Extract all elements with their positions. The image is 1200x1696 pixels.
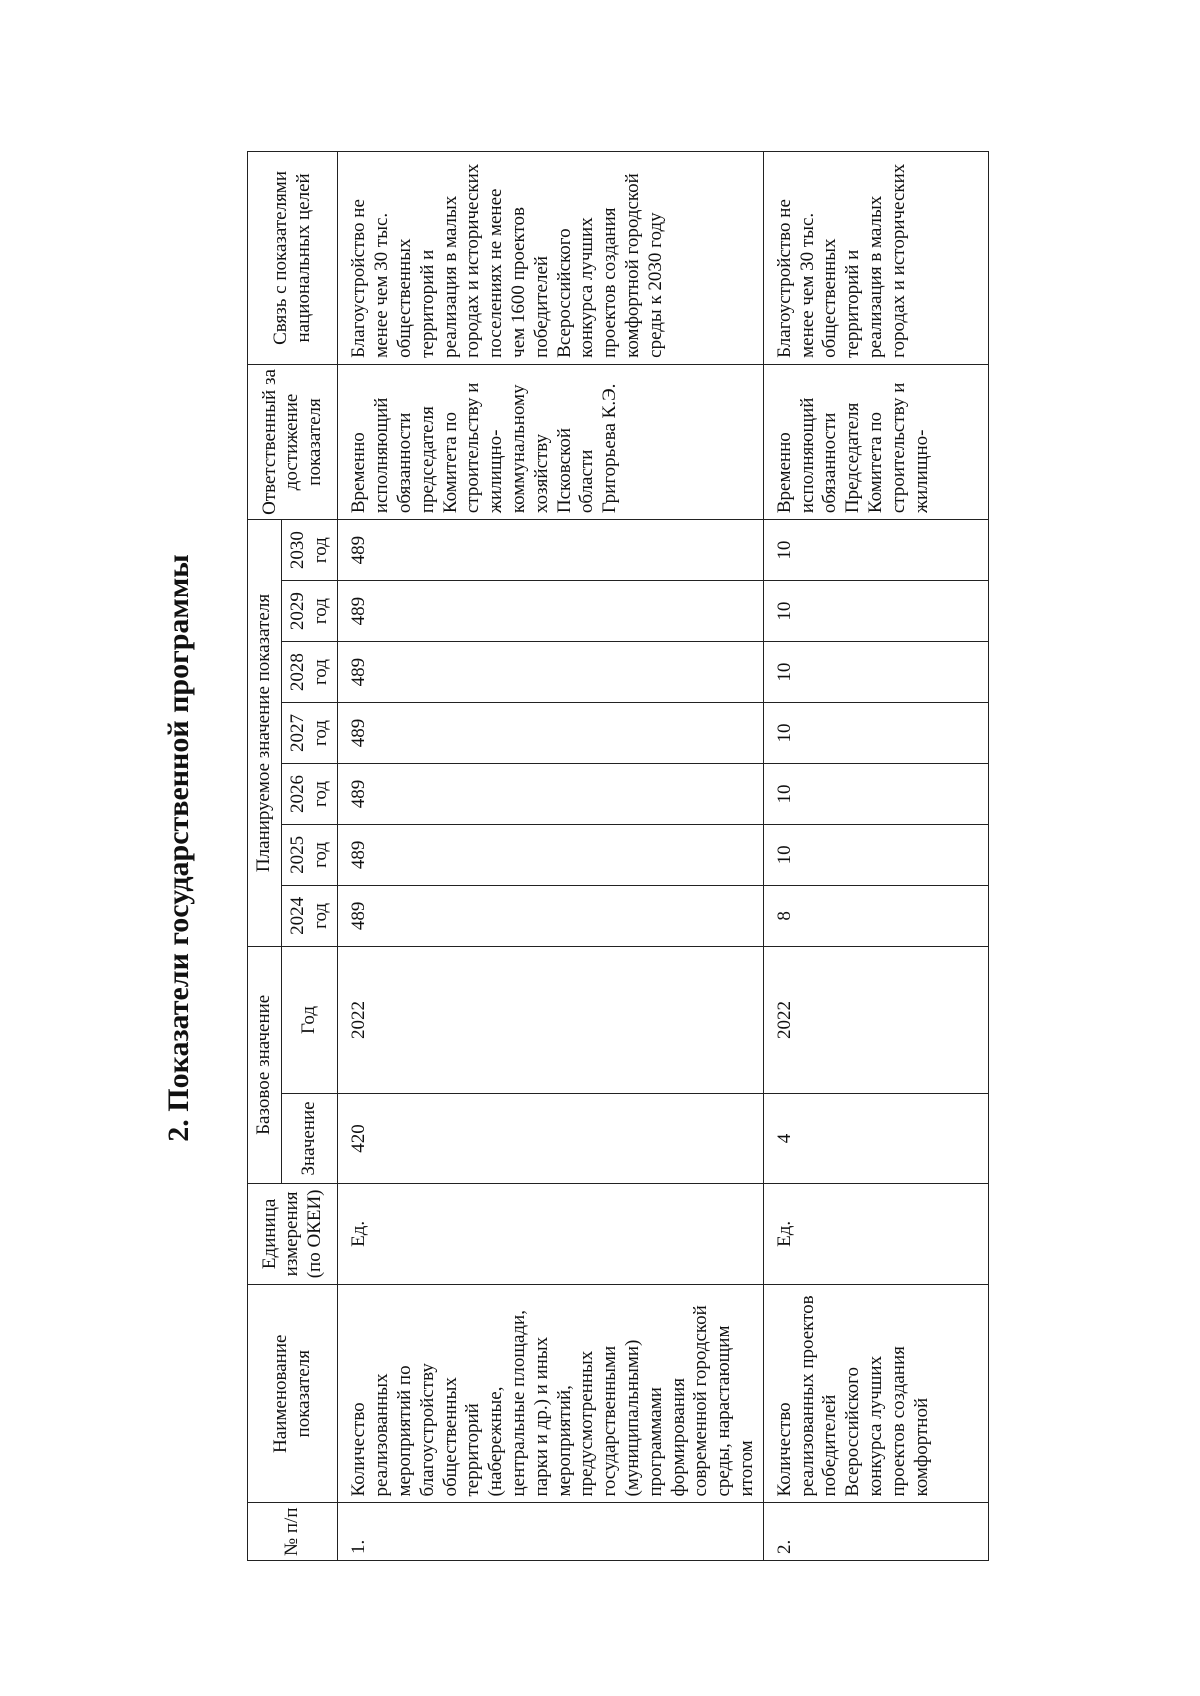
row-plan-value: 10: [763, 824, 988, 885]
header-year: 2026 год: [281, 763, 338, 824]
header-year: 2028 год: [281, 642, 338, 703]
header-year: 2024 год: [281, 885, 338, 946]
header-link: Связь с показателями национальных целей: [248, 152, 338, 365]
row-link: Благоустройство не менее чем 30 тыс. общественных территорий и реализация в малых городах и исторических: [773, 163, 909, 358]
row-plan-value: 10: [763, 763, 988, 824]
row-link: Благоустройство не менее чем 30 тыс. общественных территорий и реализация в малых городах и исторических поселениях не менее чем 1600 проектов победителей Всероссийского конкурса лучших проектов создания комфортной городской среды к 2030 году: [338, 152, 763, 365]
row-base-value: 420: [338, 1094, 763, 1184]
row-unit: Ед.: [763, 1183, 988, 1284]
row-base-value: 4: [763, 1094, 988, 1184]
header-unit: Единица измерения (по ОКЕИ): [248, 1183, 338, 1284]
row-name: Количество реализованных проектов победителей Всероссийского конкурса лучших проектов создания комфортной: [773, 1295, 932, 1497]
header-base-year: Год: [281, 946, 338, 1093]
header-plan-group: Планируемое значение показателя: [248, 520, 282, 947]
row-responsible: Временно исполняющий обязанности Председателя Комитета по строительству и жилищно-: [773, 382, 932, 514]
row-num: 2.: [763, 1503, 988, 1561]
row-base-year: 2022: [763, 946, 988, 1093]
row-responsible: Временно исполняющий обязанности председателя Комитета по строительству и жилищно-коммунальному хозяйству Псковской области Григорьева К.Э.: [338, 364, 763, 519]
row-unit: Ед.: [338, 1183, 763, 1284]
row-plan-value: 489: [338, 642, 763, 703]
row-responsible-cell: [763, 364, 988, 519]
row-num: 1.: [338, 1503, 763, 1561]
header-base-group: Базовое значение: [248, 946, 282, 1183]
row-link-cell: [763, 152, 988, 365]
header-year: 2025 год: [281, 824, 338, 885]
header-year: 2027 год: [281, 703, 338, 764]
row-plan-value: 489: [338, 520, 763, 581]
header-responsible: Ответственный за достижение показателя: [248, 364, 338, 519]
page-title: 2. Показатели государственной программы: [162, 554, 195, 1142]
row-plan-value: 10: [763, 642, 988, 703]
row-plan-value: 10: [763, 581, 988, 642]
document-page: [120, 0, 1200, 1696]
row-plan-value: 10: [763, 703, 988, 764]
table-row: [338, 152, 763, 1561]
header-num: № п/п: [248, 1503, 338, 1561]
row-plan-value: 489: [338, 703, 763, 764]
header-year: 2029 год: [281, 581, 338, 642]
row-plan-value: 8: [763, 885, 988, 946]
header-name: Наименование показателя: [248, 1284, 338, 1503]
row-plan-value: 489: [338, 763, 763, 824]
header-base-value: Значение: [281, 1094, 338, 1184]
row-plan-value: 489: [338, 885, 763, 946]
row-plan-value: 10: [763, 520, 988, 581]
row-name-cell: [763, 1284, 988, 1503]
header-year: 2030 год: [281, 520, 338, 581]
header-row: [248, 152, 282, 1561]
table-row: [763, 152, 988, 1561]
indicators-table: [247, 151, 989, 1561]
row-plan-value: 489: [338, 824, 763, 885]
row-base-year: 2022: [338, 946, 763, 1093]
row-name: Количество реализованных мероприятий по благоустройству общественных территорий (набережные, центральные площади, парки и др.) и иных мероприятий, предусмотренных государственными (муниципальными) программами формирования современной городской среды, нарастающим итогом: [338, 1284, 763, 1503]
row-plan-value: 489: [338, 581, 763, 642]
